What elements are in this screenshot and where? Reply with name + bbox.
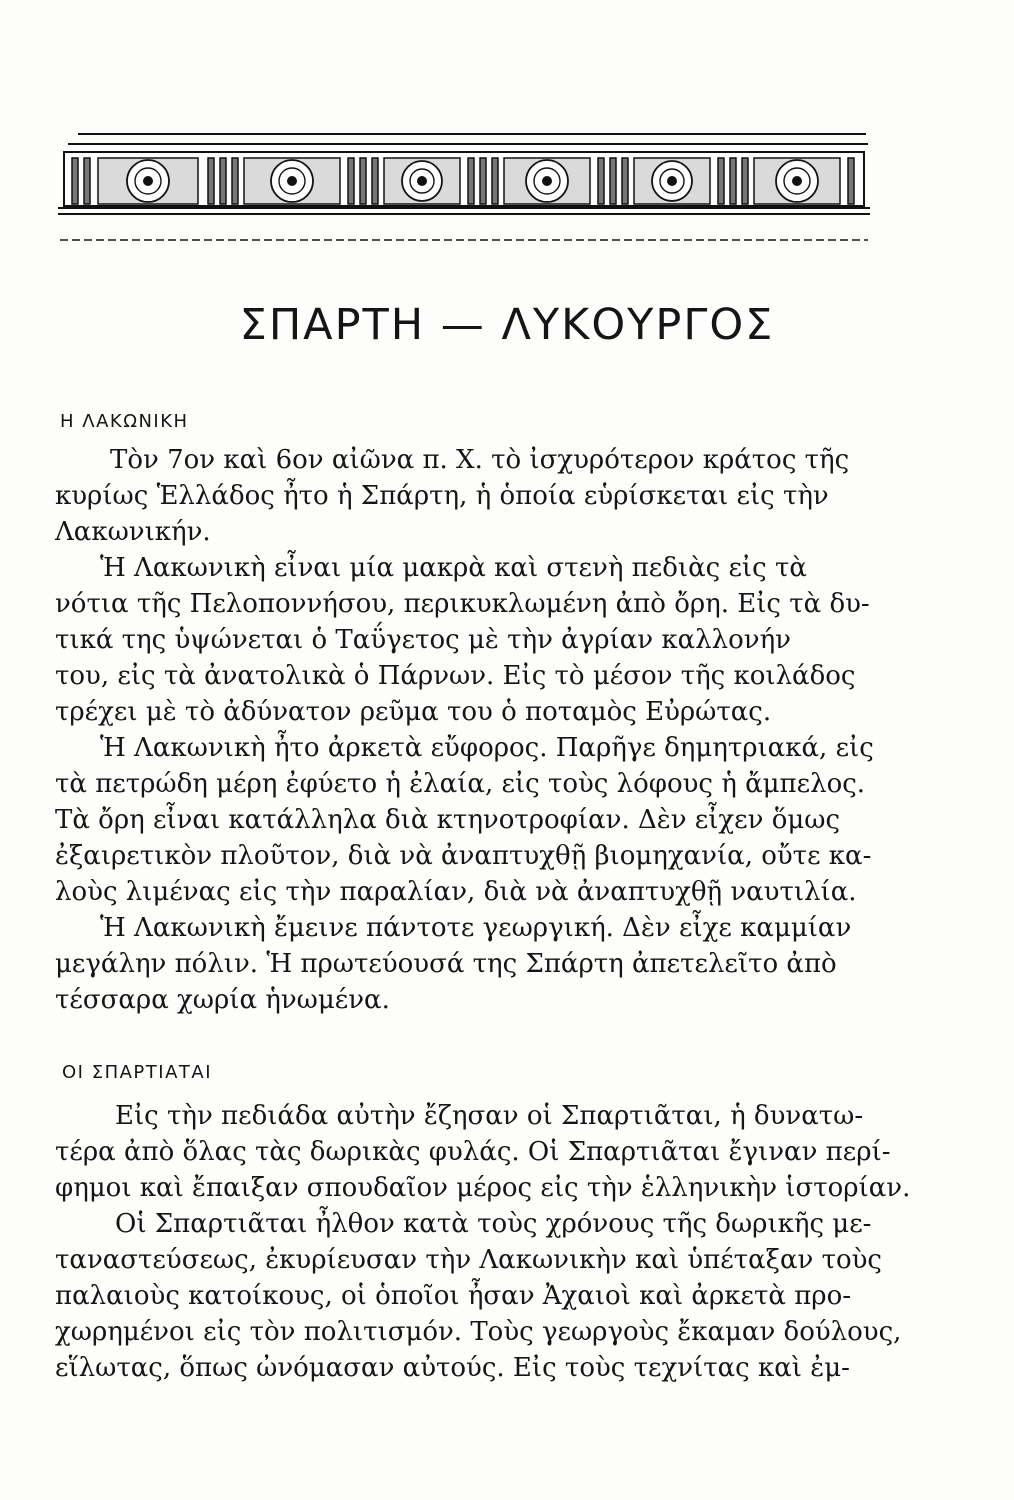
section-body-lakoniki <box>55 442 915 1018</box>
text-line: χωρημένοι εἰς τὸν πολιτισμόν. Τοὺς γεωργοὺς ἔκαμαν δούλους, <box>55 1317 902 1347</box>
text-line: νότια τῆς Πελοποννήσου, περικυκλωμένη ἀπὸ ὄρη. Εἰς τὰ δυ- <box>55 589 870 619</box>
text-line: ταναστεύσεως, ἐκυρίευσαν τὴν Λακωνικὴν καὶ ὑπέταξαν τοὺς <box>55 1245 882 1275</box>
text-line: του, εἰς τὰ ἀνατολικὰ ὁ Πάρνων. Εἰς τὸ μέσον τῆς κοιλάδος <box>55 661 856 691</box>
text-line: Εἰς τὴν πεδιάδα αὐτὴν ἔζησαν οἱ Σπαρτιᾶται, ἡ δυνατω- <box>115 1101 864 1131</box>
page-title: ΣΠΑΡΤΗ — ΛΥΚΟΥΡΓΟΣ <box>239 300 775 350</box>
text-line: Ἡ Λακωνικὴ ἦτο ἀρκετὰ εὔφορος. Παρῆγε δημητριακά, εἰς <box>100 733 874 763</box>
text-line: Τὰ ὄρη εἶναι κατάλληλα διὰ κτηνοτροφίαν. Δὲν εἶχεν ὅμως <box>55 805 841 835</box>
text-line: κυρίως Ἑλλάδος ἦτο ἡ Σπάρτη, ἡ ὁποία εὑρίσκεται εἰς τὴν <box>55 481 829 511</box>
section-body-spartiatai <box>55 1098 915 1386</box>
text-line: εἵλωτας, ὅπως ὠνόμασαν αὐτούς. Εἰς τοὺς τεχνίτας καὶ ἐμ- <box>55 1353 850 1383</box>
text-line: μεγάλην πόλιν. Ἡ πρωτεύουσά της Σπάρτη ἀπετελεῖτο ἀπὸ <box>55 949 837 979</box>
meander-frieze-ornament <box>58 128 870 244</box>
text-line: τέρα ἀπὸ ὅλας τὰς δωρικὰς φυλάς. Οἱ Σπαρτιᾶται ἔγιναν περί- <box>55 1137 891 1167</box>
text-line: Τὸν 7ον καὶ 6ον αἰῶνα π. Χ. τὸ ἰσχυρότερον κράτος τῆς <box>110 445 850 475</box>
text-line: παλαιοὺς κατοίκους, οἱ ὁποῖοι ἦσαν Ἀχαιοὶ καὶ ἀρκετὰ προ- <box>55 1281 852 1311</box>
text-line: τρέχει μὲ τὸ ἀδύνατον ρεῦμα του ὁ ποταμὸς Εὐρώτας. <box>55 697 772 727</box>
text-line: ἐξαιρετικὸν πλοῦτον, διὰ νὰ ἀναπτυχθῇ βιομηχανία, οὔτε κα- <box>55 841 872 871</box>
text-line: Ἡ Λακωνικὴ ἔμεινε πάντοτε γεωργική. Δὲν εἶχε καμμίαν <box>100 913 852 943</box>
text-line: τέσσαρα χωρία ἡνωμένα. <box>55 985 390 1015</box>
text-line: τὰ πετρώδη μέρη ἐφύετο ἡ ἐλαία, εἰς τοὺς λόφους ἡ ἄμπελος. <box>55 769 866 799</box>
text-line: Ἡ Λακωνικὴ εἶναι μία μακρὰ καὶ στενὴ πεδιὰς εἰς τὰ <box>100 553 807 583</box>
section-heading-spartiatai: ΟΙ ΣΠΑΡΤΙΑΤΑΙ <box>62 1062 213 1083</box>
text-line: τικά της ὑψώνεται ὁ Ταΰγετος μὲ τὴν ἀγρίαν καλλονήν <box>55 625 791 655</box>
text-line: λοὺς λιμένας εἰς τὴν παραλίαν, διὰ νὰ ἀναπτυχθῇ ναυτιλία. <box>55 877 857 907</box>
text-line: φημοι καὶ ἔπαιξαν σπουδαῖον μέρος εἰς τὴν ἑλληνικὴν ἱστορίαν. <box>55 1173 911 1203</box>
text-line: Οἱ Σπαρτιᾶται ἦλθον κατὰ τοὺς χρόνους τῆς δωρικῆς με- <box>115 1209 872 1239</box>
section-heading-lakoniki: Η ΛΑΚΩΝΙΚΗ <box>60 411 189 432</box>
text-line: Λακωνικήν. <box>55 517 211 547</box>
